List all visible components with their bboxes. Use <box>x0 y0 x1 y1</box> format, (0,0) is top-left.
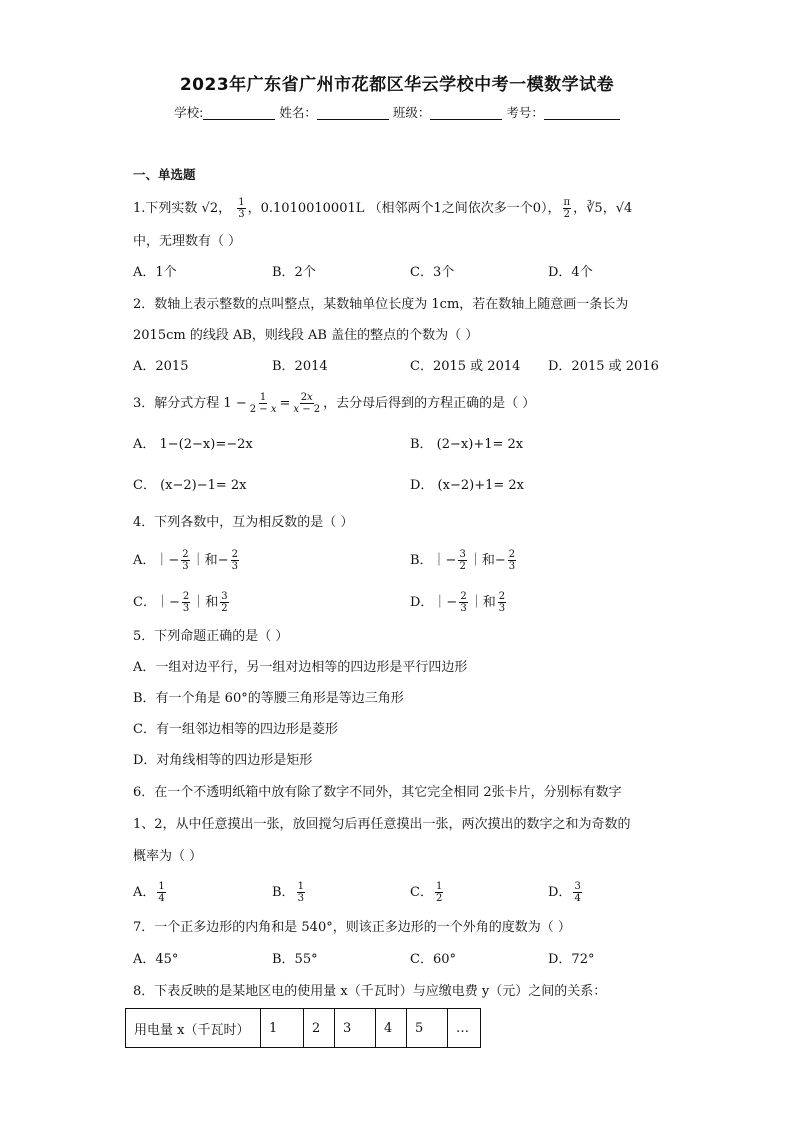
q6-line1: 6．在一个不透明纸箱中放有除了数字不同外，其它完全相同 2张卡片，分别标有数字 <box>133 785 622 800</box>
q4-option-a[interactable]: A．｜− $\frac{2}{3}$ ｜和− $\frac{2}{3}$ <box>133 549 238 572</box>
table-cell: 4 <box>376 1009 407 1048</box>
student-info-line <box>0 103 794 121</box>
q7-option-c[interactable]: C．60° <box>410 952 456 967</box>
q4-stem: 4．下列各数中，互为相反数的是（ ） <box>133 515 354 530</box>
q6-option-c[interactable]: C． $\frac{1}{2}$ <box>410 881 443 904</box>
q1-line2: 中，无理数有（ ） <box>133 234 242 249</box>
question-3 <box>133 392 535 415</box>
q5-option-d[interactable]: D．对角线相等的四边形是矩形 <box>133 753 313 768</box>
q2-option-b[interactable]: B．2014 <box>272 359 328 374</box>
q2-option-a[interactable]: A．2015 <box>133 359 189 374</box>
q2-line1: 2．数轴上表示整数的点叫整点，某数轴单位长度为 1cm，若在数轴上随意画一条长为 <box>133 297 629 312</box>
q7-stem: 7．一个正多边形的内角和是 540°，则该正多边形的一个外角的度数为（ ） <box>133 920 571 935</box>
table-cell: … <box>448 1009 481 1048</box>
exam-title: 2023年广东省广州市花都区华云学校中考一模数学试卷 <box>179 75 615 95</box>
q2-option-d[interactable]: D．2015 或 2016 <box>548 359 659 374</box>
table-header-cell: 用电量 x（千瓦时） <box>126 1009 261 1048</box>
q3-option-b[interactable]: B． (2−x)+1= 2x <box>410 437 524 452</box>
q5-option-c[interactable]: C．有一组邻边相等的四边形是菱形 <box>133 722 338 737</box>
table-cell: 1 <box>261 1009 304 1048</box>
q6-line3: 概率为（ ） <box>133 849 203 864</box>
table-row <box>126 1009 481 1048</box>
table-cell: 3 <box>335 1009 376 1048</box>
q6-line2: 1、2，从中任意摸出一张，放回搅匀后再任意摸出一张，两次摸出的数字之和为奇数的 <box>133 817 631 832</box>
table-cell: 5 <box>407 1009 448 1048</box>
q5-option-a[interactable]: A．一组对边平行，另一组对边相等的四边形是平行四边形 <box>133 660 468 675</box>
q4-option-b[interactable]: B．｜− $\frac{3}{2}$ ｜和− $\frac{2}{3}$ <box>410 549 516 572</box>
q1-cbrt5: ∛5 <box>586 201 603 216</box>
q1-option-b[interactable]: B．2个 <box>272 265 316 280</box>
q7-option-b[interactable]: B．55° <box>272 952 318 967</box>
question-1: 1.下列实数 √2， $\frac{1}{3}$ ，0.1010010001L （相邻两个1之间依次多一个0）， $\frac{\pi}{2}$ ，∛5，√4 <box>133 197 633 220</box>
q8-table <box>125 1008 481 1048</box>
class-blank[interactable] <box>430 105 502 120</box>
exam-number-blank[interactable] <box>544 105 620 120</box>
q3-stem-end: ，去分母后得到的方程正确的是（ ） <box>323 396 536 411</box>
q1-fraction-one-third: $\frac{1}{3}$ <box>238 197 245 220</box>
q3-option-d[interactable]: D． (x−2)+1= 2x <box>410 478 524 493</box>
q3-option-a[interactable]: A． 1−(2−x)=−2x <box>133 437 253 452</box>
q1-decimal: ，0.1010010001L （相邻两个1之间依次多一个0）， <box>247 201 561 216</box>
q5-stem: 5．下列命题正确的是（ ） <box>133 629 289 644</box>
name-label: 姓名： <box>279 105 317 120</box>
q6-option-d[interactable]: D． $\frac{3}{4}$ <box>548 881 581 904</box>
q6-option-b[interactable]: B． $\frac{1}{3}$ <box>272 881 304 904</box>
q1-fraction-pi-half: $\frac{\pi}{2}$ <box>563 197 571 220</box>
q1-option-a[interactable]: A．1个 <box>133 265 177 280</box>
q1-sqrt4: √4 <box>615 201 633 216</box>
q2-option-c[interactable]: C．2015 或 2014 <box>410 359 521 374</box>
q5-option-b[interactable]: B．有一个角是 60°的等腰三角形是等边三角形 <box>133 691 404 706</box>
q1-sqrt2: √2 <box>201 201 219 216</box>
q4-option-c[interactable]: C．｜− $\frac{2}{3}$ ｜和 $\frac{3}{2}$ <box>133 591 228 614</box>
q6-option-a[interactable]: A． $\frac{1}{4}$ <box>133 881 165 904</box>
name-blank[interactable] <box>317 105 389 120</box>
q8-stem: 8．下表反映的是某地区电的使用量 x（千瓦时）与应缴电费 y（元）之间的关系： <box>133 984 607 999</box>
table-cell: 2 <box>304 1009 335 1048</box>
class-label: 班级： <box>392 105 431 120</box>
school-label: 学校: <box>174 105 204 120</box>
q3-equation: 1 − $\frac{1}{2 - x}$ = $\frac{2x}{x - 2}$ <box>223 392 321 415</box>
q4-option-d[interactable]: D．｜− $\frac{2}{3}$ ｜和 $\frac{2}{3}$ <box>410 591 506 614</box>
section-heading: 一、单选题 <box>133 167 196 182</box>
q3-stem: 3．解分式方程 <box>133 396 220 411</box>
q1-stem: 1.下列实数 <box>133 201 198 216</box>
q2-line2: 2015cm 的线段 AB，则线段 AB 盖住的整点的个数为（ ） <box>133 328 479 343</box>
q1-option-d[interactable]: D．4个 <box>548 265 593 280</box>
q7-option-a[interactable]: A．45° <box>133 952 179 967</box>
q1-option-c[interactable]: C．3个 <box>410 265 455 280</box>
q3-option-c[interactable]: C． (x−2)−1= 2x <box>133 478 247 493</box>
exam-number-label: 考号： <box>506 105 544 120</box>
school-blank[interactable] <box>203 105 275 120</box>
q7-option-d[interactable]: D．72° <box>548 952 595 967</box>
